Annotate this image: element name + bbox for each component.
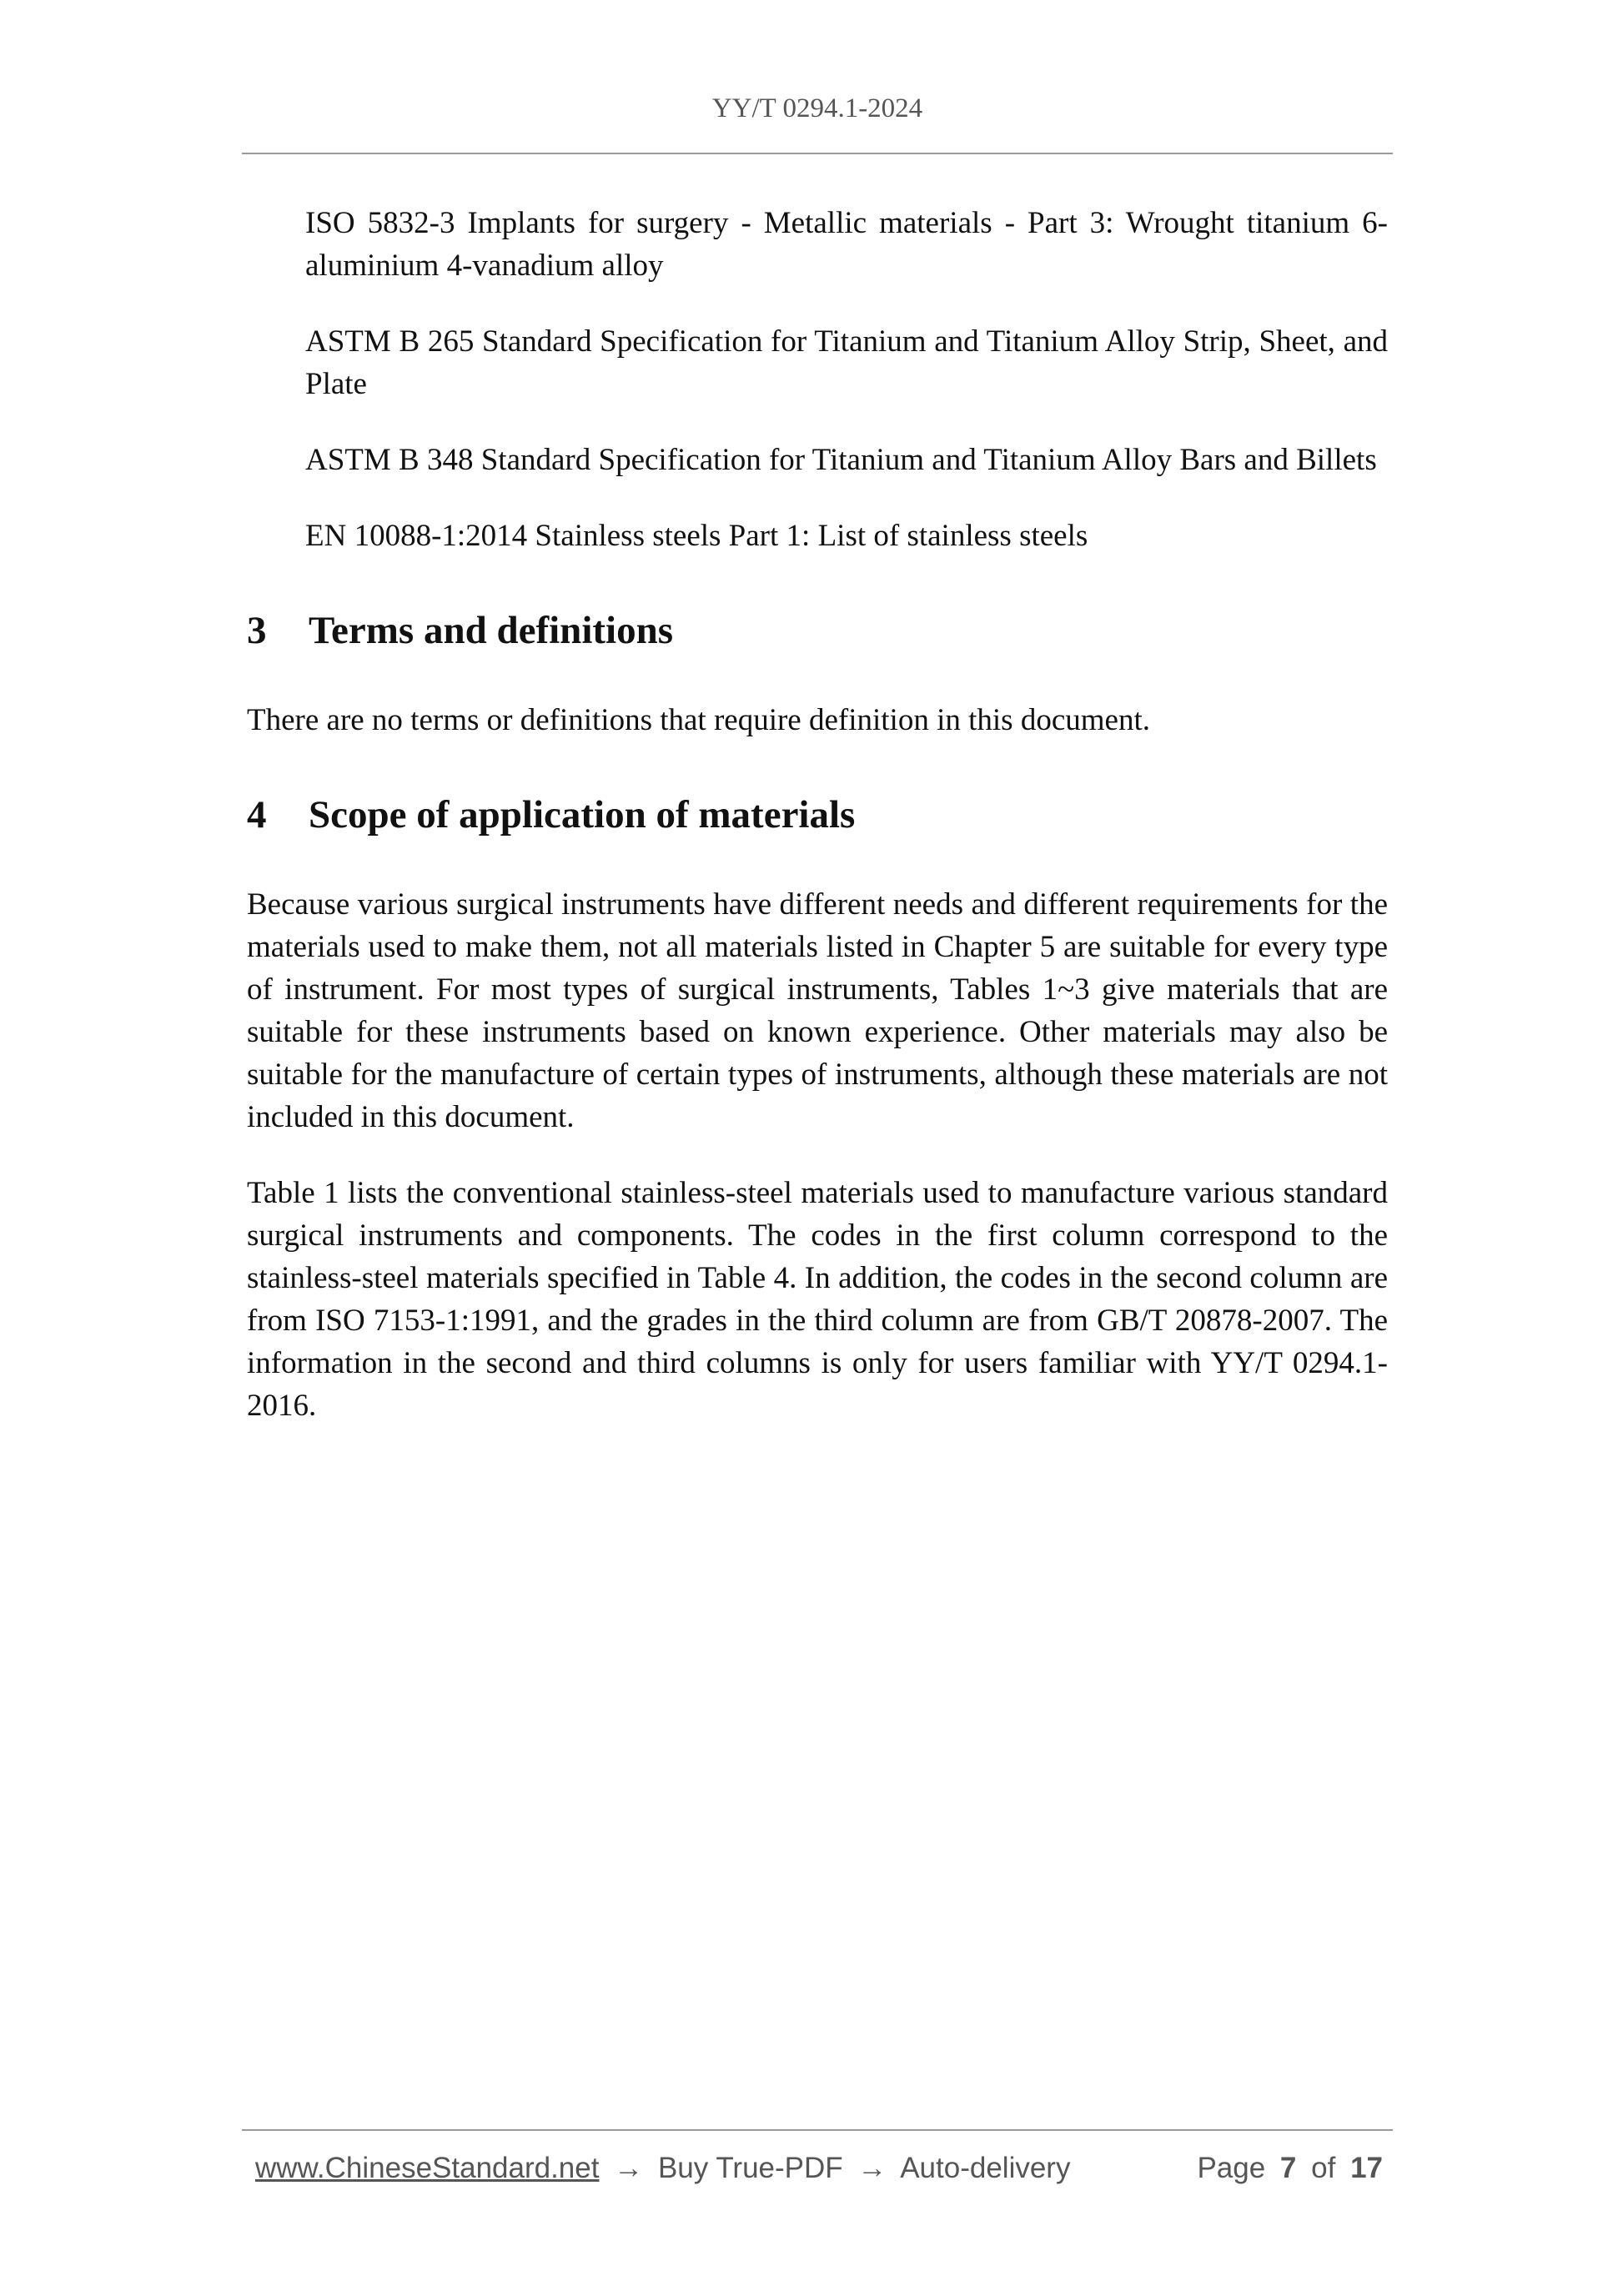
reference-item: ISO 5832-3 Implants for surgery - Metallic materials - Part 3: Wrought titanium 6-aluminium 4-vanadium alloy (305, 206, 1388, 283)
reference-item: ASTM B 348 Standard Specification for Titanium and Titanium Alloy Bars and Billets (305, 443, 1377, 477)
reference-item: ASTM B 265 Standard Specification for Titanium and Titanium Alloy Strip, Sheet, and Plate (305, 324, 1388, 401)
header-divider (242, 153, 1393, 154)
paragraph: Because various surgical instruments have different needs and different requirements for the materials used to make them, not all materials listed in Chapter 5 are suitable for every type of instrument. For most types of surgical instruments, Tables 1~3 give materials that are suitable for these instruments based on known experience. Other materials may also be suitable for the manufacture of certain types of instruments, although these materials are not included in this document. (247, 887, 1388, 1134)
paragraph: There are no terms or definitions that require definition in this document. (247, 703, 1150, 737)
page-of-label: of (1311, 2152, 1336, 2184)
page-footer (255, 2152, 1383, 2185)
section-heading-3 (247, 605, 1388, 656)
section-title: Scope of application of materials (309, 793, 856, 837)
paragraph: Table 1 lists the conventional stainless-steel materials used to manufacture various standard surgical instruments and components. The codes in the first column correspond to the stainless-steel materials specified in Table 4. In addition, the codes in the second column are from ISO 7153-1:1991, and the grades in the third column are from GB/T 20878-2007. The information in the second and third columns is only for users familiar with YY/T 0294.1-2016. (247, 1176, 1388, 1423)
reference-item: EN 10088-1:2014 Stainless steels Part 1: List of stainless steels (305, 519, 1088, 553)
website-link[interactable]: www.ChineseStandard.net (255, 2152, 600, 2184)
page-indicator (1190, 2152, 1383, 2185)
arrow-right-icon: → (614, 2152, 644, 2184)
page-current: 7 (1279, 2152, 1297, 2184)
section-number: 3 (247, 609, 267, 652)
section-title: Terms and definitions (309, 609, 674, 652)
section-number: 4 (247, 793, 267, 837)
page-label: Page (1197, 2152, 1266, 2184)
section-heading-4 (247, 790, 1388, 840)
auto-delivery-text: Auto-delivery (900, 2152, 1071, 2184)
page-header: YY/T 0294.1-2024 (711, 93, 923, 123)
footer-links (255, 2152, 1070, 2185)
footer-divider (242, 2129, 1393, 2131)
buy-pdf-text: Buy True-PDF (657, 2152, 843, 2184)
page-content (247, 202, 1388, 1460)
arrow-right-icon: → (857, 2152, 887, 2184)
page-total: 17 (1350, 2152, 1383, 2184)
